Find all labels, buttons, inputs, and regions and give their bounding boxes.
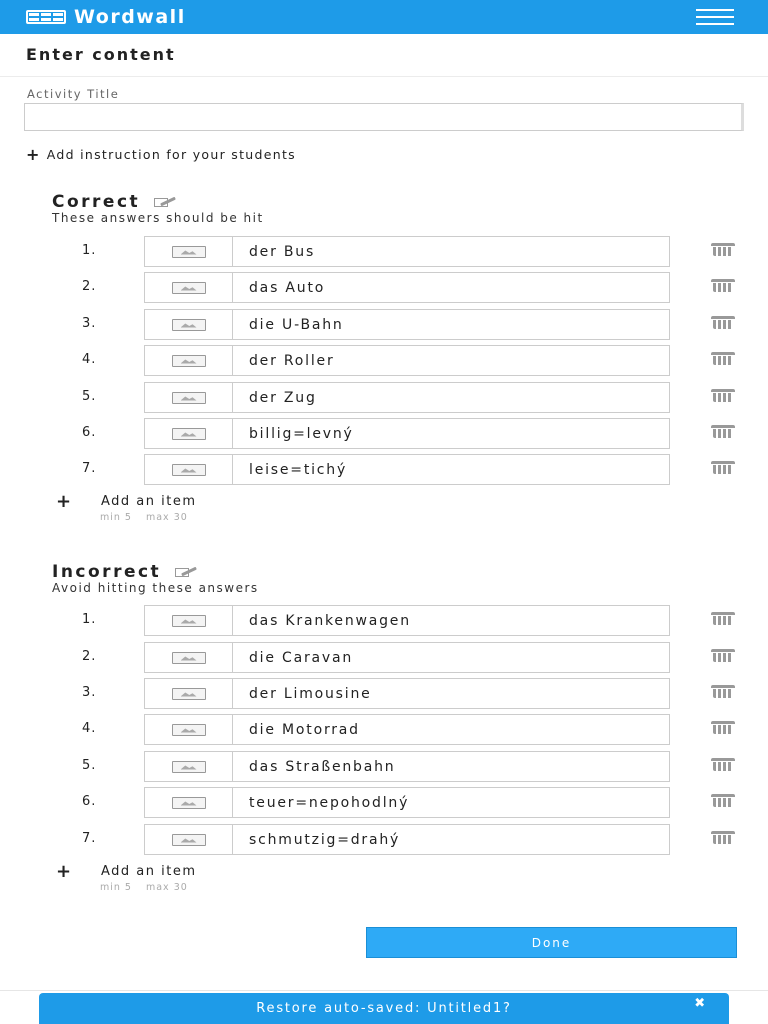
close-icon[interactable]: ✖ xyxy=(694,996,707,1011)
add-item-label: Add an item xyxy=(101,864,197,879)
item-field[interactable] xyxy=(144,272,670,303)
incorrect-section-title xyxy=(52,562,197,582)
item-field[interactable] xyxy=(144,454,670,485)
brand-name: Wordwall xyxy=(74,6,186,28)
edit-icon[interactable] xyxy=(175,567,197,577)
add-instruction-label: Add instruction for your students xyxy=(46,147,296,162)
plus-icon: + xyxy=(26,144,41,164)
incorrect-item-row xyxy=(0,642,768,673)
delete-item-icon[interactable] xyxy=(710,243,736,257)
delete-item-icon[interactable] xyxy=(710,721,736,735)
correct-item-row xyxy=(0,309,768,340)
add-image-button[interactable] xyxy=(145,715,233,744)
correct-item-row xyxy=(0,236,768,267)
item-text[interactable]: das Straßenbahn xyxy=(249,758,396,775)
item-field[interactable] xyxy=(144,605,670,636)
add-image-button[interactable] xyxy=(145,419,233,448)
item-number: 3. xyxy=(82,685,97,700)
image-icon xyxy=(172,355,206,367)
max-label: max 30 xyxy=(145,512,188,523)
item-limits xyxy=(100,882,188,893)
item-field[interactable] xyxy=(144,642,670,673)
item-field[interactable] xyxy=(144,382,670,413)
activity-title-label: Activity Title xyxy=(27,87,120,101)
item-text[interactable]: die U-Bahn xyxy=(249,316,344,333)
delete-item-icon[interactable] xyxy=(710,389,736,403)
add-image-button[interactable] xyxy=(145,752,233,781)
delete-item-icon[interactable] xyxy=(710,649,736,663)
item-field[interactable] xyxy=(144,824,670,855)
image-icon xyxy=(172,246,206,258)
delete-item-icon[interactable] xyxy=(710,352,736,366)
delete-item-icon[interactable] xyxy=(710,612,736,626)
delete-item-icon[interactable] xyxy=(710,425,736,439)
item-text[interactable]: die Caravan xyxy=(249,649,354,666)
item-field[interactable] xyxy=(144,309,670,340)
item-number: 2. xyxy=(82,279,97,294)
plus-icon: + xyxy=(56,490,73,512)
image-icon xyxy=(172,392,206,404)
add-image-button[interactable] xyxy=(145,788,233,817)
item-text[interactable]: teuer=nepohodlný xyxy=(249,794,410,811)
top-bar xyxy=(0,0,768,34)
correct-subtitle: These answers should be hit xyxy=(52,211,264,225)
add-image-button[interactable] xyxy=(145,237,233,266)
item-field[interactable] xyxy=(144,345,670,376)
item-text[interactable]: leise=tichý xyxy=(249,461,348,478)
correct-item-row xyxy=(0,418,768,449)
item-text[interactable]: das Auto xyxy=(249,279,326,296)
image-icon xyxy=(172,761,206,773)
item-text[interactable]: billig=levný xyxy=(249,425,354,442)
delete-item-icon[interactable] xyxy=(710,279,736,293)
add-image-button[interactable] xyxy=(145,679,233,708)
item-number: 7. xyxy=(82,461,97,476)
item-text[interactable]: das Krankenwagen xyxy=(249,612,411,629)
incorrect-item-row xyxy=(0,824,768,855)
item-text[interactable]: schmutzig=drahý xyxy=(249,831,401,848)
edit-icon[interactable] xyxy=(154,197,176,207)
add-item-label: Add an item xyxy=(101,494,197,509)
item-number: 3. xyxy=(82,316,97,331)
image-icon xyxy=(172,797,206,809)
max-label: max 30 xyxy=(145,882,188,893)
image-icon xyxy=(172,724,206,736)
image-icon xyxy=(172,688,206,700)
restore-label[interactable]: Restore auto-saved: Untitled1? xyxy=(256,1001,512,1016)
wordwall-logo-icon xyxy=(26,10,66,24)
hamburger-menu-icon[interactable] xyxy=(696,9,734,25)
item-text[interactable]: der Zug xyxy=(249,389,317,406)
activity-title-input[interactable] xyxy=(24,103,744,131)
add-image-button[interactable] xyxy=(145,273,233,302)
incorrect-item-row xyxy=(0,751,768,782)
item-field[interactable] xyxy=(144,751,670,782)
item-text[interactable]: der Bus xyxy=(249,243,316,260)
image-icon xyxy=(172,319,206,331)
correct-item-row xyxy=(0,272,768,303)
image-icon xyxy=(172,615,206,627)
footer-divider xyxy=(0,990,768,991)
item-field[interactable] xyxy=(144,678,670,709)
min-label: min 5 xyxy=(100,512,132,523)
min-label: min 5 xyxy=(100,882,132,893)
item-limits xyxy=(100,512,188,523)
incorrect-title-text: Incorrect xyxy=(52,562,162,582)
correct-section-title xyxy=(52,192,176,212)
restore-autosave-bar[interactable] xyxy=(39,993,729,1024)
image-icon xyxy=(172,652,206,664)
item-number: 1. xyxy=(82,243,97,258)
plus-icon: + xyxy=(56,860,73,882)
image-icon xyxy=(172,834,206,846)
delete-item-icon[interactable] xyxy=(710,685,736,699)
correct-title-text: Correct xyxy=(52,192,141,212)
add-image-button[interactable] xyxy=(145,643,233,672)
item-number: 7. xyxy=(82,831,97,846)
item-field[interactable] xyxy=(144,714,670,745)
item-field[interactable] xyxy=(144,418,670,449)
incorrect-item-row xyxy=(0,714,768,745)
item-field[interactable] xyxy=(144,236,670,267)
add-image-button[interactable] xyxy=(145,383,233,412)
image-icon xyxy=(172,464,206,476)
item-number: 2. xyxy=(82,649,97,664)
item-text[interactable]: der Limousine xyxy=(249,685,372,702)
add-image-button[interactable] xyxy=(145,346,233,375)
item-number: 5. xyxy=(82,758,97,773)
add-image-button[interactable] xyxy=(145,455,233,484)
brand-logo[interactable] xyxy=(26,6,186,28)
correct-item-row xyxy=(0,454,768,485)
correct-item-row xyxy=(0,382,768,413)
item-number: 4. xyxy=(82,721,97,736)
add-image-button[interactable] xyxy=(145,825,233,854)
delete-item-icon[interactable] xyxy=(710,758,736,772)
incorrect-item-row xyxy=(0,605,768,636)
delete-item-icon[interactable] xyxy=(710,316,736,330)
item-number: 5. xyxy=(82,389,97,404)
add-instruction-link[interactable] xyxy=(26,144,296,164)
item-number: 6. xyxy=(82,794,97,809)
correct-item-row xyxy=(0,345,768,376)
delete-item-icon[interactable] xyxy=(710,831,736,845)
incorrect-subtitle: Avoid hitting these answers xyxy=(52,581,259,595)
add-image-button[interactable] xyxy=(145,606,233,635)
image-icon xyxy=(172,282,206,294)
incorrect-item-row xyxy=(0,678,768,709)
item-number: 4. xyxy=(82,352,97,367)
delete-item-icon[interactable] xyxy=(710,794,736,808)
heading-divider xyxy=(0,76,768,77)
add-image-button[interactable] xyxy=(145,310,233,339)
item-text[interactable]: der Roller xyxy=(249,352,335,369)
incorrect-item-row xyxy=(0,787,768,818)
add-item-button[interactable] xyxy=(56,860,197,882)
page-title: Enter content xyxy=(26,45,176,64)
image-icon xyxy=(172,428,206,440)
item-number: 1. xyxy=(82,612,97,627)
item-number: 6. xyxy=(82,425,97,440)
item-text[interactable]: die Motorrad xyxy=(249,721,360,738)
done-button[interactable]: Done xyxy=(366,927,737,958)
add-item-button[interactable] xyxy=(56,490,197,512)
item-field[interactable] xyxy=(144,787,670,818)
delete-item-icon[interactable] xyxy=(710,461,736,475)
